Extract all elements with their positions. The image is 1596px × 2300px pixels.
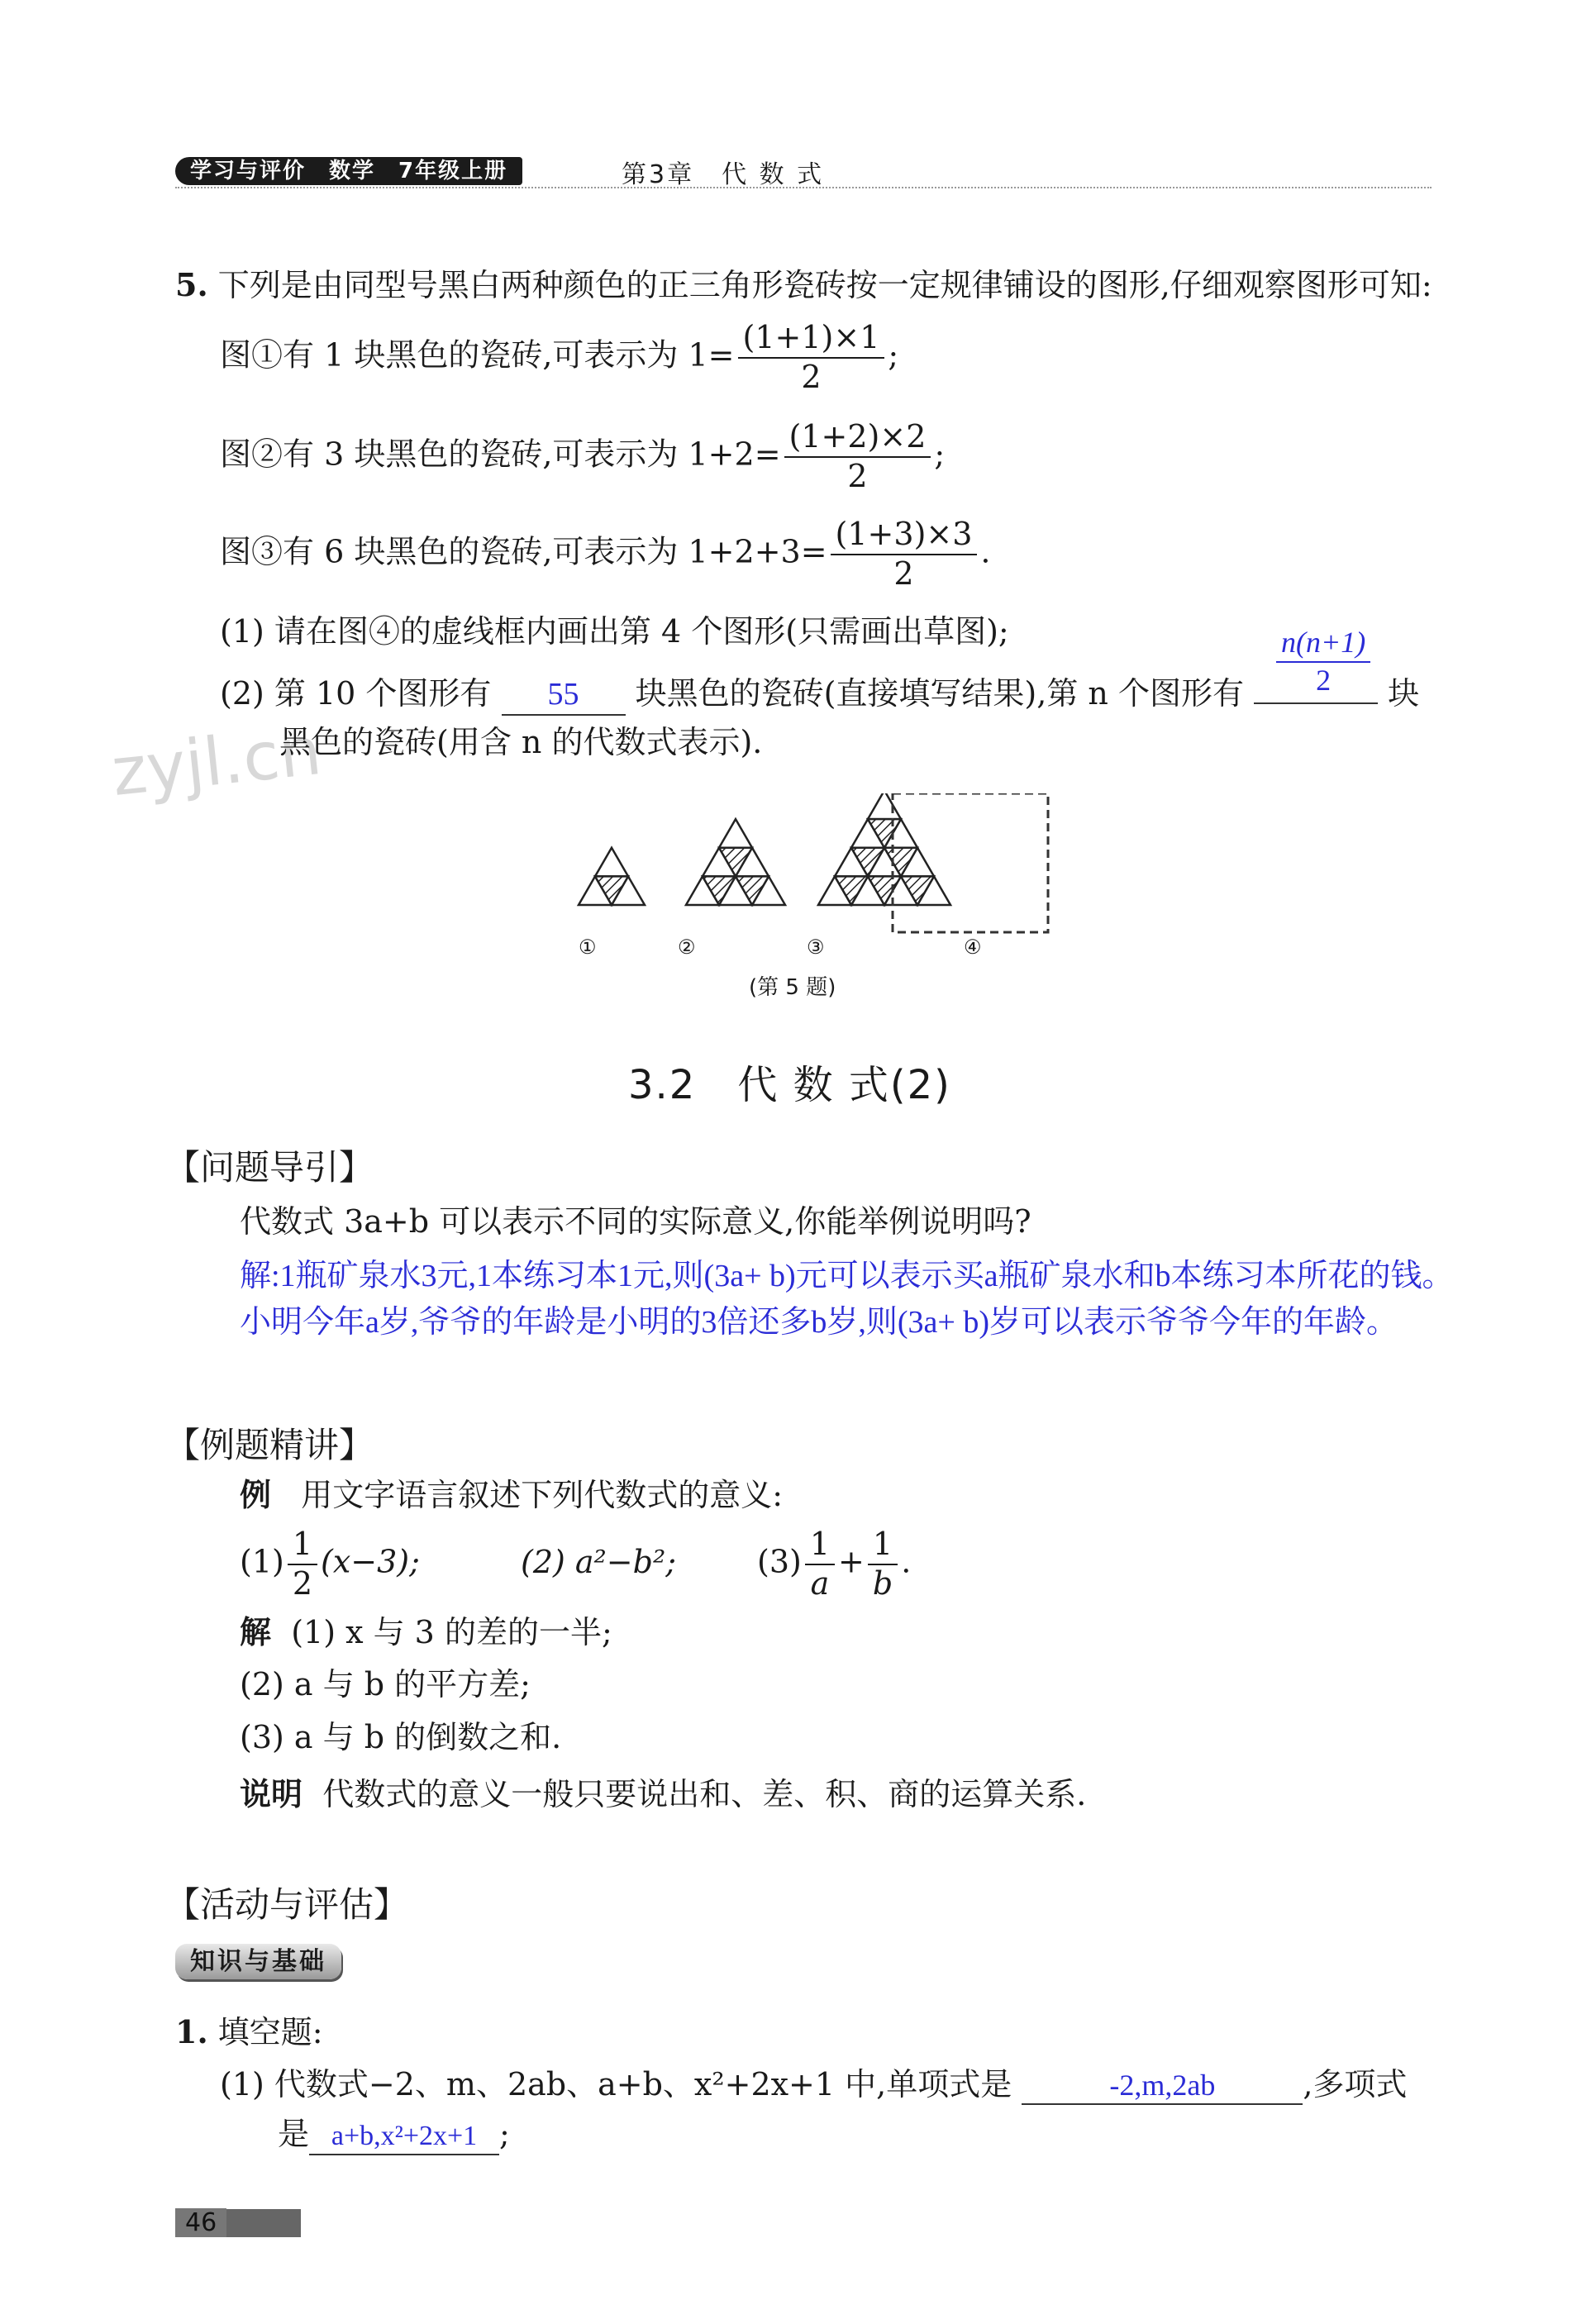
page-number-bar bbox=[175, 2208, 301, 2237]
header-rule bbox=[175, 187, 1432, 188]
example-prompt-text: 用文字语言叙述下列代数式的意义: bbox=[301, 1477, 784, 1513]
guide-answer-2: 小明今年a岁,爷爷的年龄是小明的3倍还多b岁,则(3a+ b)岁可以表示爷爷今年的年龄。 bbox=[240, 1305, 1398, 1340]
knowledge-badge-label: 知识与基础 bbox=[175, 1944, 341, 1979]
answer-blank-polynomials[interactable]: a+b,x²+2x+1 bbox=[309, 2120, 499, 2155]
note bbox=[240, 1775, 1086, 1814]
q1-part1-text-c: 是 bbox=[278, 2116, 310, 2152]
q5-intro bbox=[175, 266, 1432, 305]
knowledge-badge bbox=[175, 1940, 341, 1977]
figure-label-3: ③ bbox=[807, 936, 825, 959]
figure-label-2: ② bbox=[678, 936, 696, 959]
fraction-numerator: 1 bbox=[805, 1527, 835, 1565]
figure-label-4: ④ bbox=[964, 936, 982, 959]
answer-blank-1[interactable]: 55 bbox=[502, 676, 626, 716]
expr-fraction-b bbox=[868, 1527, 898, 1602]
q1-number: 1. bbox=[175, 2013, 208, 2050]
fraction-denominator: 2 bbox=[1316, 663, 1332, 697]
q1-part1-text-d: ; bbox=[499, 2116, 510, 2152]
q1-part1-text-b: ,多项式 bbox=[1303, 2066, 1408, 2102]
fraction-numerator: (1+2)×2 bbox=[784, 420, 931, 458]
expr-fraction-a bbox=[805, 1527, 835, 1602]
book-title-bar: 学习与评价 数学 7年级上册 bbox=[175, 157, 522, 185]
answer-blank-monomials[interactable]: -2,m,2ab bbox=[1022, 2068, 1303, 2105]
q5-line2-text: 图②有 3 块黑色的瓷砖,可表示为 1+2= bbox=[220, 436, 781, 473]
fraction-numerator: (1+1)×1 bbox=[738, 321, 885, 359]
q5-number: 5. bbox=[175, 266, 208, 303]
q1-part1 bbox=[220, 2066, 1407, 2105]
white-tile bbox=[595, 848, 628, 877]
q5-line2-fraction bbox=[784, 420, 931, 494]
guide-question: 代数式 3a+b 可以表示不同的实际意义,你能举例说明吗? bbox=[240, 1203, 1031, 1240]
expr-end: . bbox=[901, 1543, 912, 1580]
q5-part2-line2: 黑色的瓷砖(用含 n 的代数式表示). bbox=[279, 724, 763, 760]
q5-part2-text-a: (2) 第 10 个图形有 bbox=[220, 675, 492, 712]
guide-heading: 【问题导引】 bbox=[165, 1147, 374, 1188]
expr-rest: (x−3); bbox=[321, 1543, 420, 1580]
q5-intro-text: 下列是由同型号黑白两种颜色的正三角形瓷砖按一定规律铺设的图形,仔细观察图形可知: bbox=[217, 267, 1432, 303]
solution-2: (2) a 与 b 的平方差; bbox=[240, 1666, 531, 1702]
q5-line2-end: ; bbox=[934, 436, 946, 473]
page-number: 46 bbox=[175, 2208, 226, 2237]
white-tile bbox=[719, 819, 752, 848]
example-label: 例 bbox=[240, 1476, 272, 1513]
q5-line1-text: 图①有 1 块黑色的瓷砖,可表示为 1= bbox=[220, 336, 735, 374]
solution-1 bbox=[240, 1613, 612, 1652]
activity-heading: 【活动与评估】 bbox=[165, 1884, 409, 1925]
expr-label: (1) bbox=[240, 1543, 284, 1580]
q5-line3-fraction bbox=[831, 517, 978, 592]
q5-line3-end: . bbox=[980, 533, 991, 570]
fraction-denominator: 2 bbox=[893, 555, 914, 592]
example-prompt bbox=[240, 1476, 783, 1515]
q5-part2-text-b: 块黑色的瓷砖(直接填写结果),第 n 个图形有 bbox=[635, 675, 1244, 712]
example-expr-3 bbox=[757, 1527, 911, 1602]
example-expr-2: (2) a²−b²; bbox=[521, 1544, 676, 1580]
example-expr-1 bbox=[240, 1527, 420, 1602]
guide-answer-1: 解:1瓶矿泉水3元,1本练习本1元,则(3a+ b)元可以表示买a瓶矿泉水和b本练习本所花的钱。 bbox=[240, 1259, 1454, 1293]
expr-label: (3) bbox=[757, 1543, 802, 1580]
q5-line3 bbox=[220, 517, 991, 592]
solution-3: (3) a 与 b 的倒数之和. bbox=[240, 1719, 562, 1755]
expr-fraction bbox=[288, 1527, 317, 1602]
fraction-denominator: 2 bbox=[801, 358, 822, 395]
q5-line1-fraction bbox=[738, 321, 885, 395]
q5-line1 bbox=[220, 321, 898, 395]
example-heading: 【例题精讲】 bbox=[165, 1425, 374, 1465]
figure-caption: (第 5 题) bbox=[749, 975, 836, 1000]
fraction-denominator: 2 bbox=[847, 457, 868, 494]
solution-label: 解 bbox=[240, 1613, 272, 1650]
fraction-numerator: 1 bbox=[868, 1527, 898, 1565]
q1-title bbox=[175, 2013, 323, 2052]
white-tile bbox=[868, 793, 901, 819]
q5-line1-end: ; bbox=[888, 336, 899, 374]
q5-part2 bbox=[220, 669, 1419, 716]
watermark: zyjl.cn bbox=[107, 712, 326, 812]
q5-line2 bbox=[220, 420, 945, 494]
q5-figures bbox=[545, 793, 1074, 934]
q1-part1-line2 bbox=[278, 2116, 510, 2155]
fraction-numerator: 1 bbox=[288, 1527, 317, 1565]
plus-sign: + bbox=[838, 1543, 865, 1580]
page-number-tab bbox=[226, 2209, 301, 2237]
answer-2-fraction bbox=[1276, 626, 1370, 697]
fraction-numerator: (1+3)×3 bbox=[831, 517, 978, 555]
note-label: 说明 bbox=[240, 1775, 303, 1812]
solution-1-text: (1) x 与 3 的差的一半; bbox=[291, 1614, 612, 1650]
fraction-denominator: a bbox=[810, 1564, 830, 1602]
q1-part1-text-a: (1) 代数式−2、m、2ab、a+b、x²+2x+1 中,单项式是 bbox=[220, 2066, 1012, 2102]
note-text: 代数式的意义一般只要说出和、差、积、商的运算关系. bbox=[322, 1776, 1087, 1812]
fraction-numerator: n(n+1) bbox=[1276, 626, 1370, 663]
q5-part2-text-c: 块 bbox=[1388, 675, 1420, 712]
fraction-denominator: b bbox=[872, 1564, 893, 1602]
q5-part1: (1) 请在图④的虚线框内画出第 4 个图形(只需画出草图); bbox=[220, 613, 1009, 650]
fraction-denominator: 2 bbox=[292, 1564, 313, 1602]
running-header bbox=[175, 154, 522, 184]
q5-line3-text: 图③有 6 块黑色的瓷砖,可表示为 1+2+3= bbox=[220, 533, 827, 570]
q1-title-text: 填空题: bbox=[217, 2014, 323, 2050]
figure-label-1: ① bbox=[579, 936, 597, 959]
section-title: 3.2 代 数 式(2) bbox=[628, 1062, 951, 1108]
chapter-title: 第3章 代 数 式 bbox=[622, 160, 825, 189]
